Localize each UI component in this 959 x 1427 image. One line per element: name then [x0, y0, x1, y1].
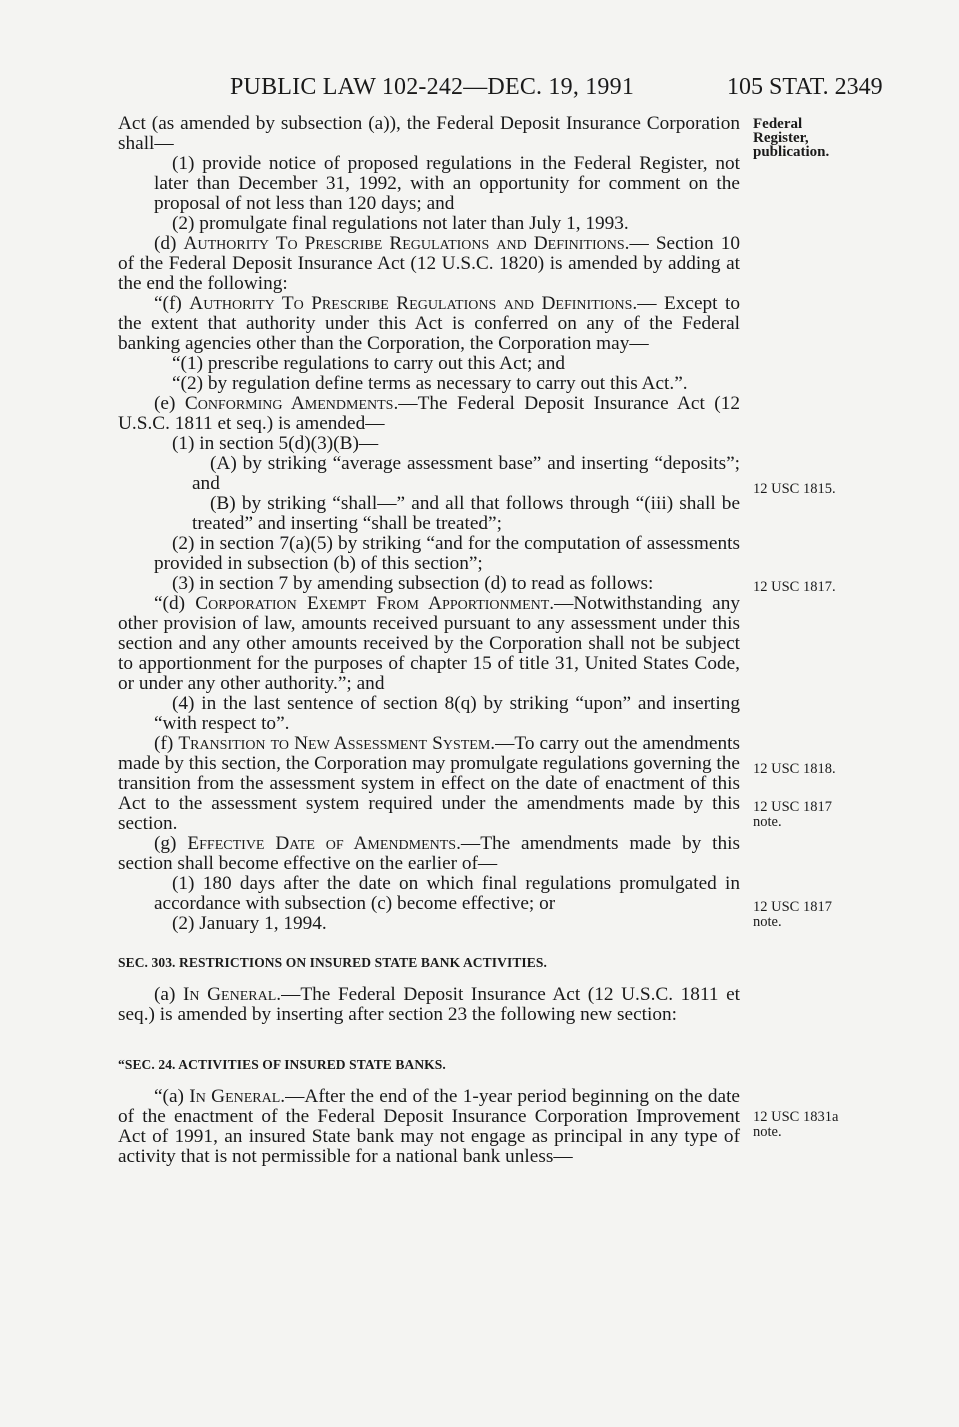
paragraph: (1) in section 5(d)(3)(B)—	[172, 433, 379, 454]
subsection-label: (f)	[154, 733, 179, 754]
subsection-body: —The Federal Deposit Insurance Act (12 U.S.C. 1811 et seq.) is amended—	[118, 393, 740, 434]
subsection-d	[118, 234, 740, 294]
subsection-label: “(d)	[154, 593, 196, 614]
margin-note-usc-1831a: 12 USC 1831a note.	[753, 1109, 839, 1140]
section-heading-24: “SEC. 24. ACTIVITIES OF INSURED STATE BANKS.	[118, 1057, 446, 1072]
subsection-e	[118, 394, 740, 434]
paragraph: (1) provide notice of proposed regulations in the Federal Register, not later than December 31, 1992, with an opportunity for comment on the proposal of not less than 120 days; and	[154, 153, 740, 214]
subsection-heading: Effective Date of Amendments.	[187, 833, 461, 854]
subsection-heading: Conforming Amendments.	[184, 393, 399, 414]
subsection-body: —Notwithstanding any other provision of law, amounts received pursuant to any assessment under this section and any other amounts received by the Corporation shall not be subject to apportionment for the purposes of chapter 15 of title 31, United States Code, or under any other authority.”; and	[118, 593, 740, 694]
quoted-subsection-f	[118, 294, 740, 354]
subsection-heading: In General.	[189, 1086, 286, 1107]
paragraph: (B) by striking “shall—” and all that follows through “(iii) shall be treated” and inserting “shall be treated”;	[192, 493, 740, 534]
subsection-body: — Section 10 of the Federal Deposit Insurance Act (12 U.S.C. 1820) is amended by adding at the end the following:	[118, 233, 740, 294]
subsection-heading: Authority To Prescribe Regulations and Definitions.	[183, 233, 630, 254]
body-text	[118, 114, 740, 1167]
subsection-g	[118, 834, 740, 874]
subsection-f	[118, 734, 740, 834]
margin-note-federal-register: Federal Register, publication.	[753, 116, 830, 160]
subsection-label: (a)	[154, 984, 183, 1005]
paragraph: (2) January 1, 1994.	[172, 913, 327, 934]
paragraph: (2) in section 7(a)(5) by striking “and for the computation of assessments provided in subsection (b) of this section”;	[154, 533, 740, 574]
paragraph: (2) promulgate final regulations not later than July 1, 1993.	[172, 213, 629, 234]
subsection-heading: Corporation Exempt From Apportionment.	[195, 593, 555, 614]
subsection-heading: In General.	[183, 984, 282, 1005]
margin-note-usc-1817-note-f: 12 USC 1817 note.	[753, 799, 832, 830]
page-header-title: PUBLIC LAW 102-242—DEC. 19, 1991	[230, 74, 635, 100]
subsection-label: “(f)	[154, 293, 190, 314]
subsection-body: —The amendments made by this section shall become effective on the earlier of—	[118, 833, 740, 874]
subsection-label: (e)	[154, 393, 185, 414]
margin-note-usc-1818: 12 USC 1818.	[753, 761, 836, 777]
margin-note-usc-1817-note-g: 12 USC 1817 note.	[753, 899, 832, 930]
quoted-subsection-d	[118, 594, 740, 694]
subsection-heading: Transition to New Assessment System.	[178, 733, 496, 754]
subsection-label: “(a)	[154, 1086, 190, 1107]
margin-note-usc-1815: 12 USC 1815.	[753, 481, 836, 497]
margin-note-usc-1817: 12 USC 1817.	[753, 579, 836, 595]
subsection-a	[118, 985, 740, 1025]
subsection-label: (d)	[154, 233, 184, 254]
subsection-body: —The Federal Deposit Insurance Act (12 U.S.C. 1811 et seq.) is amended by inserting after section 23 the following new section:	[118, 984, 741, 1025]
subsection-body: —After the end of the 1-year period beginning on the date of the enactment of the Federal Deposit Insurance Corporation Improvement Act of 1991, an insured State bank may not engage as principal in any type of activity that is not permissible for a national bank unless—	[118, 1086, 740, 1167]
subsection-heading: Authority To Prescribe Regulations and Definitions.	[189, 293, 638, 314]
paragraph: (3) in section 7 by amending subsection (d) to read as follows:	[172, 573, 654, 594]
subsection-body: —To carry out the amendments made by this section, the Corporation may promulgate regulations governing the transition from the assessment system in effect on the date of enactment of this Act to the assessment system required under the amendments made by this section.	[118, 733, 740, 834]
paragraph: (A) by striking “average assessment base” and inserting “deposits”; and	[192, 453, 740, 494]
section-heading-303: SEC. 303. RESTRICTIONS ON INSURED STATE BANK ACTIVITIES.	[118, 955, 547, 970]
paragraph: (1) 180 days after the date on which final regulations promulgated in accordance with subsection (c) become effective; or	[154, 873, 740, 914]
paragraph: “(2) by regulation define terms as necessary to carry out this Act.”.	[172, 373, 688, 394]
page-header-stat: 105 STAT. 2349	[727, 74, 883, 100]
paragraph: Act (as amended by subsection (a)), the Federal Deposit Insurance Corporation shall—	[118, 113, 740, 154]
paragraph: (4) in the last sentence of section 8(q) by striking “upon” and inserting “with respect to”.	[154, 693, 740, 734]
subsection-body: — Except to the extent that authority under this Act is conferred on any of the Federal banking agencies other than the Corporation, the Corporation may—	[118, 293, 740, 354]
quoted-subsection-a	[118, 1087, 740, 1167]
subsection-label: (g)	[154, 833, 188, 854]
paragraph: “(1) prescribe regulations to carry out this Act; and	[172, 353, 565, 374]
